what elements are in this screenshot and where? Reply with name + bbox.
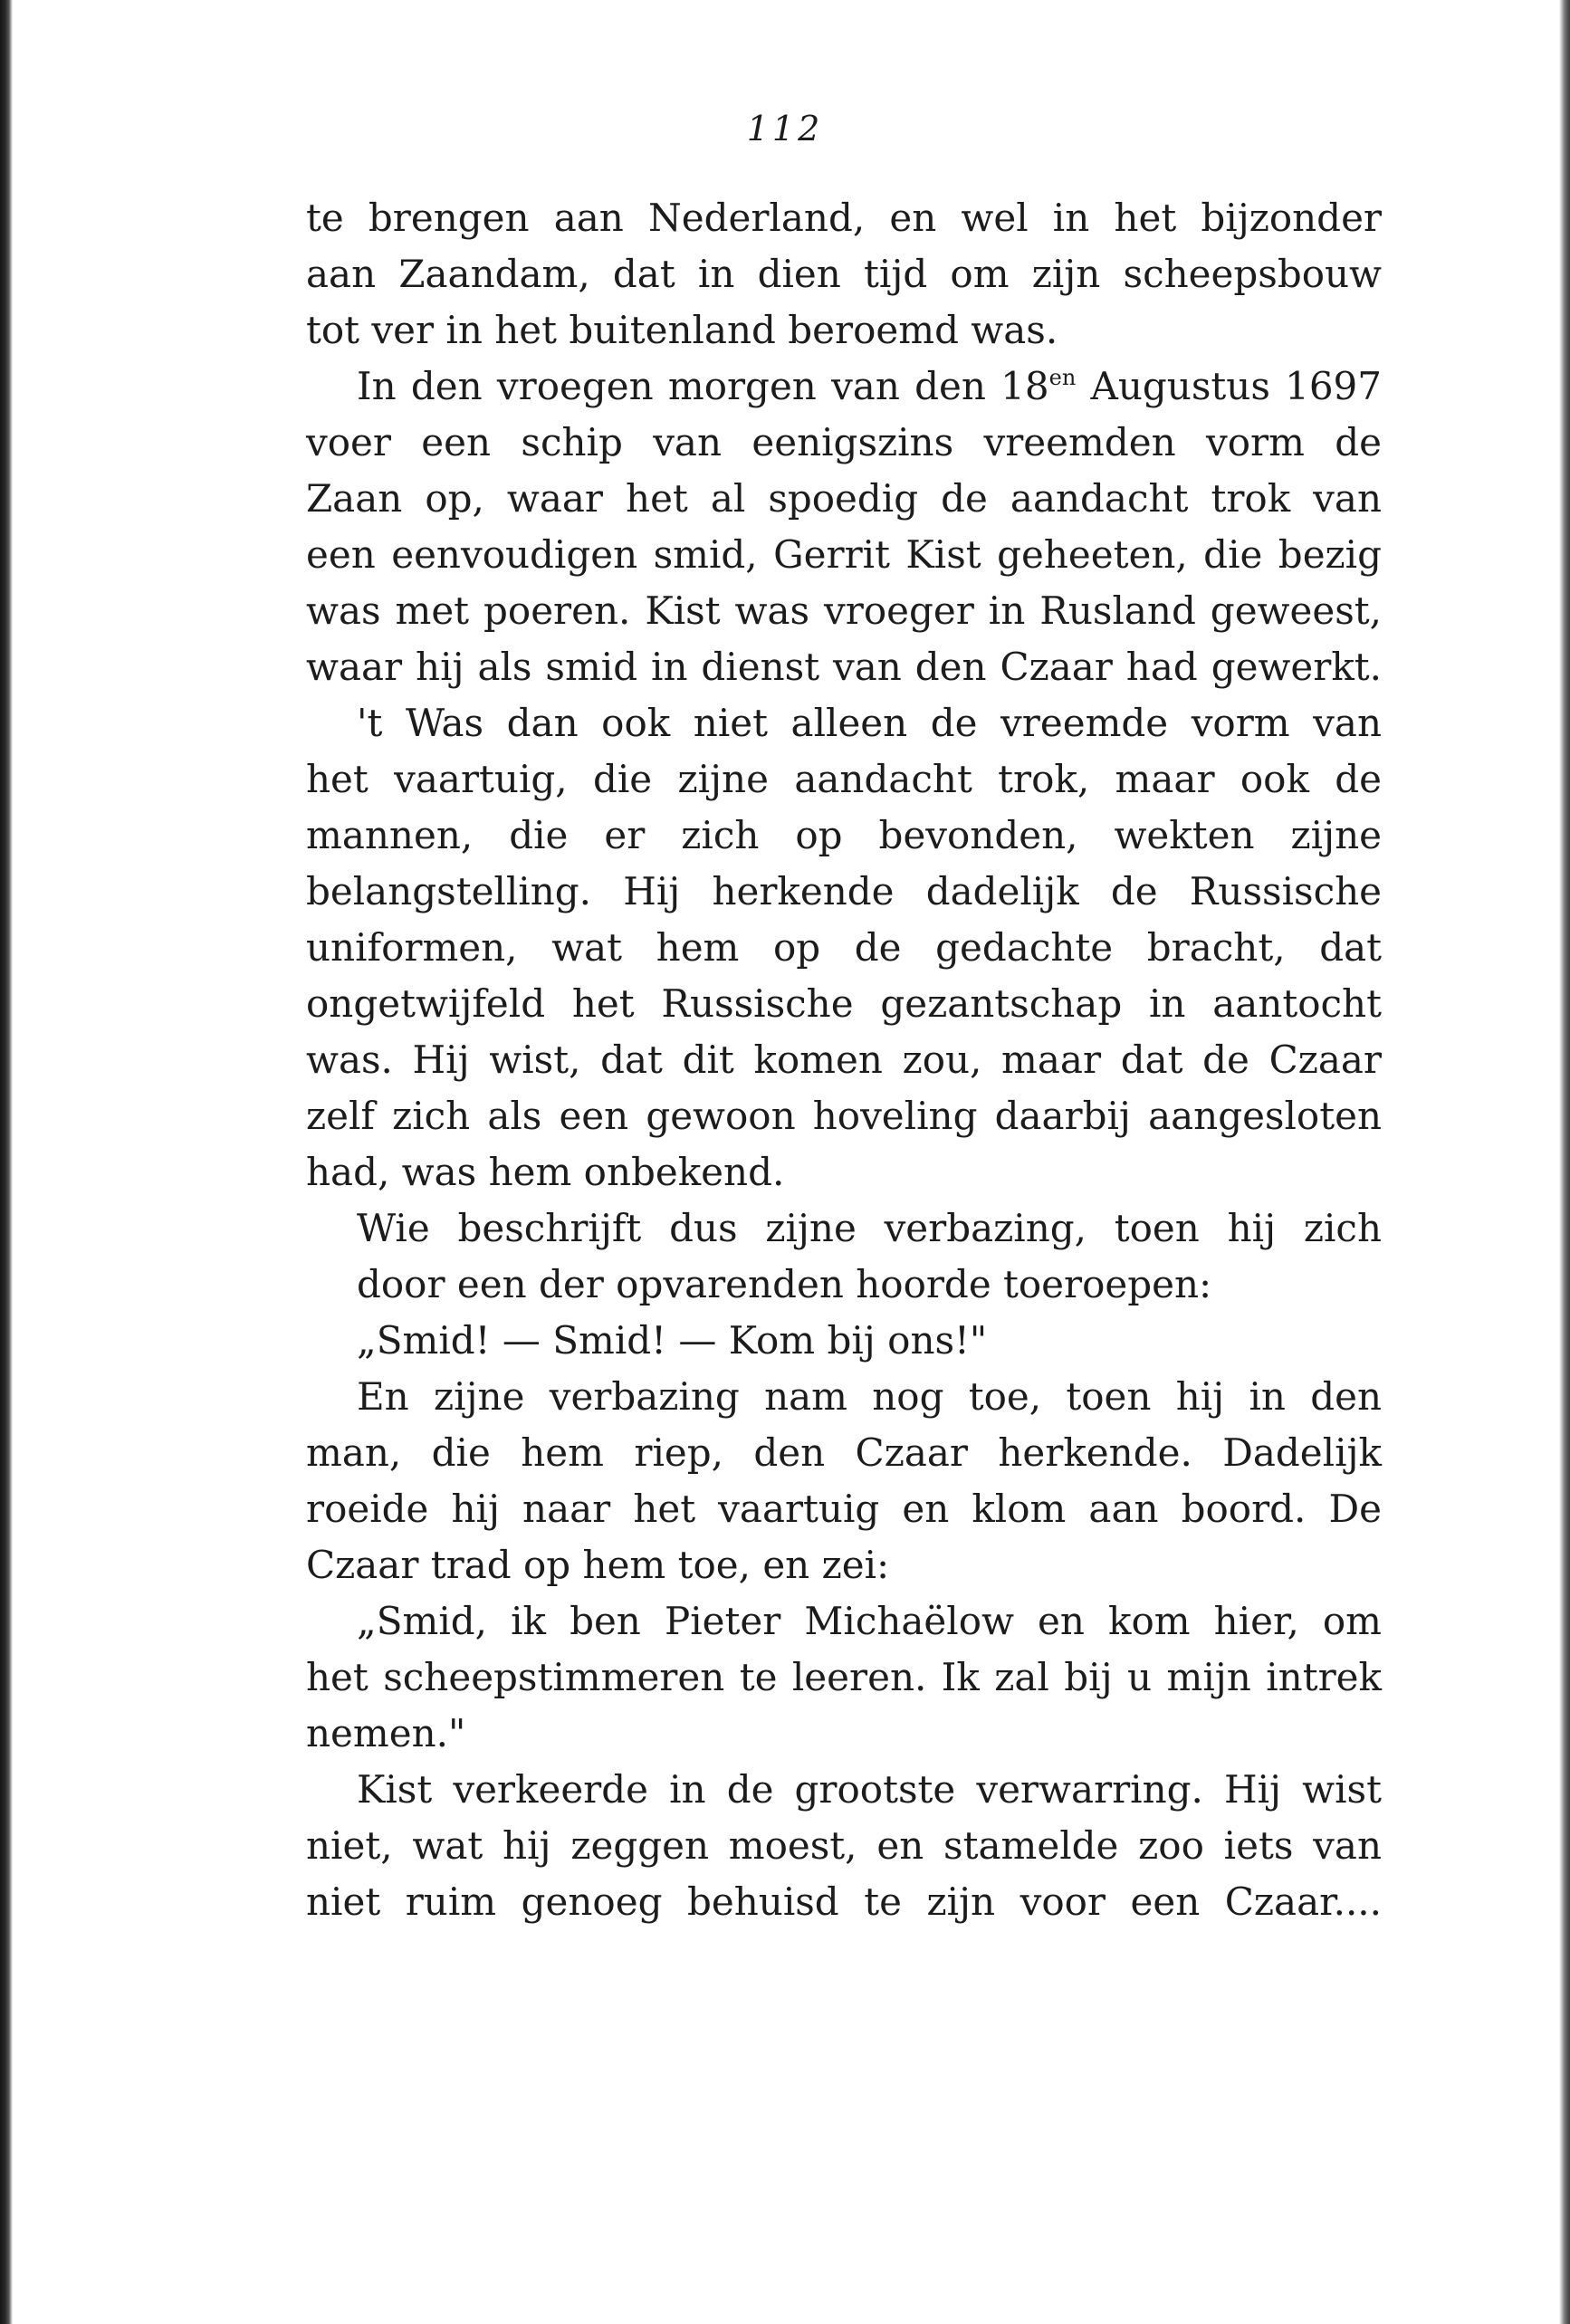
text-line: voer een schip van eenigszins vreemden vorm de [306, 420, 1382, 464]
text-segment: In den vroegen morgen van den 18 [357, 364, 1049, 408]
text-line: aan Zaandam, dat in dien tijd om zijn scheepsbouw [306, 252, 1382, 296]
text-line: Kist verkeerde in de grootste verwarring. Hij wist [357, 1767, 1382, 1812]
text-line: Zaan op, waar het al spoedig de aandacht trok van [306, 476, 1382, 521]
text-line: „Smid, ik ben Pieter Michaëlow en kom hier, om [357, 1599, 1382, 1643]
text-line [306, 359, 1382, 415]
text-line: mannen, die er zich op bevonden, wekten zijne [306, 813, 1382, 857]
text-line: zelf zich als een gewoon hoveling daarbij aangesloten [306, 1094, 1382, 1138]
page-number: 112 [746, 109, 824, 148]
text-line: „Smid! — Smid! — Kom bij ons!" [357, 1318, 988, 1363]
text-line: ongetwijfeld het Russische gezantschap in aantocht [306, 981, 1382, 1026]
text-line: roeide hij naar het vaartuig en klom aan boord. De [306, 1487, 1382, 1531]
text-line: uniformen, wat hem op de gedachte bracht, dat [306, 925, 1382, 970]
text-line: En zijne verbazing nam nog toe, toen hij in den [357, 1374, 1382, 1419]
text-line: man, die hem riep, den Czaar herkende. Dadelijk [306, 1430, 1382, 1475]
text-segment: Augustus 1697 [1076, 364, 1382, 408]
text-line: Czaar trad op hem toe, en zei: [306, 1543, 890, 1587]
text-line: had, was hem onbekend. [306, 1150, 785, 1194]
text-line: een eenvoudigen smid, Gerrit Kist geheeten, die bezig [306, 532, 1382, 577]
text-line: tot ver in het buitenland beroemd was. [306, 308, 1058, 352]
body-text [306, 190, 1382, 1930]
superscript: en [1048, 365, 1077, 390]
text-line: belangstelling. Hij herkende dadelijk de Russische [306, 869, 1382, 913]
text-line: door een der opvarenden hoorde toeroepen: [357, 1262, 1212, 1306]
scan-edge-right [1559, 0, 1570, 2324]
text-line: niet, wat hij zeggen moest, en stamelde zoo iets van [306, 1823, 1382, 1868]
text-line: het scheepstimmeren te leeren. Ik zal bij u mijn intrek [306, 1655, 1382, 1699]
text-line: niet ruim genoeg behuisd te zijn voor een Czaar.... [306, 1879, 1382, 1924]
text-line: het vaartuig, die zijne aandacht trok, maar ook de [306, 757, 1382, 801]
text-line: was met poeren. Kist was vroeger in Rusland geweest, [306, 588, 1382, 633]
text-line: nemen." [306, 1711, 466, 1755]
text-line: was. Hij wist, dat dit komen zou, maar dat de Czaar [306, 1038, 1382, 1082]
text-line: 't Was dan ook niet alleen de vreemde vorm van [357, 701, 1382, 745]
scan-edge-left [0, 0, 13, 2324]
text-line: te brengen aan Nederland, en wel in het bijzonder [306, 196, 1382, 240]
text-line: waar hij als smid in dienst van den Czaar had gewerkt. [306, 645, 1382, 689]
text-line: Wie beschrijft dus zijne verbazing, toen hij zich [357, 1206, 1382, 1250]
